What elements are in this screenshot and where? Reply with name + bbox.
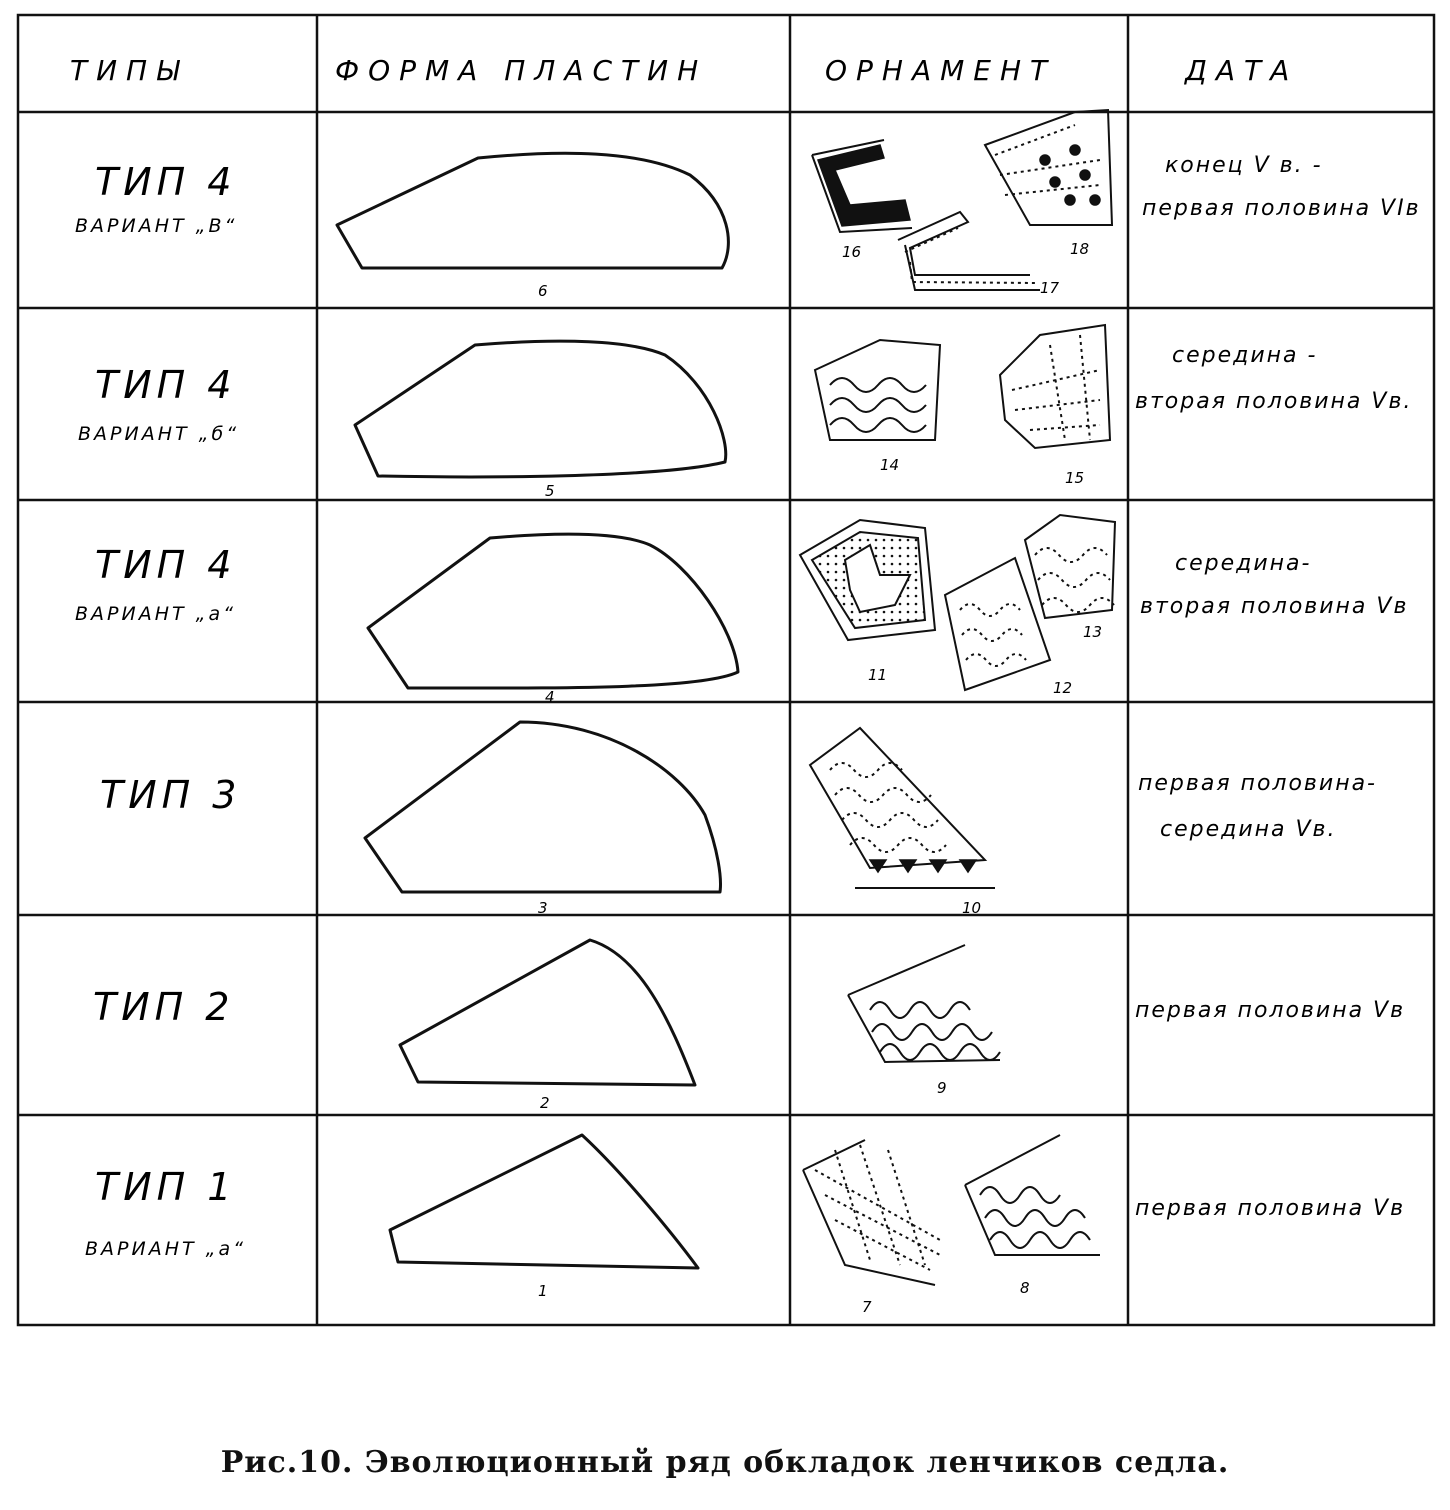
- date-line: конец V в. -: [1165, 153, 1323, 178]
- variant-label: ВАРИАНТ „В“: [75, 215, 238, 237]
- plate-shape-1: [390, 1135, 698, 1268]
- type-label: ТИП 3: [100, 773, 242, 817]
- plate-number: 2: [540, 1094, 550, 1112]
- ornament-number: 13: [1083, 623, 1103, 641]
- row-type1-variant-a: [85, 1135, 1405, 1316]
- plate-number: 1: [538, 1282, 548, 1300]
- type-label: ТИП 4: [95, 543, 237, 587]
- row-type4-variant-a: [75, 515, 1408, 706]
- ornament-15: [1000, 325, 1110, 448]
- ornament-10: [810, 728, 995, 888]
- ornament-9: [848, 945, 1000, 1062]
- ornament-18: [985, 110, 1112, 225]
- ornament-17: [898, 212, 1040, 290]
- ornament-number: 7: [862, 1298, 872, 1316]
- plate-number: 5: [545, 482, 555, 500]
- row-type2: [93, 940, 1405, 1112]
- ornament-number: 16: [842, 243, 862, 261]
- figure-caption: Рис.10. Эволюционный ряд обкладок ленчиков седла.: [220, 1445, 1230, 1480]
- plate-shape-2: [400, 940, 695, 1085]
- type-label: ТИП 1: [95, 1165, 237, 1209]
- ornament-number: 9: [937, 1079, 947, 1097]
- ornament-number: 11: [868, 666, 888, 684]
- plate-number: 6: [538, 282, 548, 300]
- date-line: вторая половина Vв: [1140, 594, 1409, 619]
- plate-shape-6: [337, 153, 728, 268]
- ornament-number: 15: [1065, 469, 1085, 487]
- plate-shape-3: [365, 722, 720, 892]
- type-label: ТИП 2: [93, 985, 235, 1029]
- ornament-8: [965, 1135, 1100, 1255]
- type-label: ТИП 4: [95, 160, 237, 204]
- variant-label: ВАРИАНТ „а“: [75, 603, 236, 625]
- ornament-7: [803, 1140, 940, 1285]
- ornament-11: [800, 520, 935, 640]
- variant-label: ВАРИАНТ „б“: [78, 423, 240, 445]
- ornament-16: [812, 140, 912, 232]
- plate-shape-5: [355, 341, 726, 477]
- row-type4-variant-v: [75, 110, 1421, 300]
- date-line: середина-: [1175, 551, 1312, 576]
- header-ornament: ОРНАМЕНТ: [825, 54, 1057, 87]
- header-date: ДАТА: [1185, 54, 1299, 87]
- ornament-number: 17: [1040, 279, 1060, 297]
- ornament-number: 14: [880, 456, 900, 474]
- date-line: середина -: [1172, 343, 1318, 368]
- ornament-13: [1025, 515, 1115, 618]
- plate-shape-4: [368, 534, 738, 688]
- ornament-number: 12: [1053, 679, 1073, 697]
- date-line: первая половина VIв: [1142, 196, 1421, 221]
- ornament-number: 10: [962, 899, 982, 917]
- date-line: вторая половина Vв.: [1135, 389, 1413, 414]
- ornament-14: [815, 340, 940, 440]
- plate-number: 3: [538, 899, 548, 917]
- row-type4-variant-b: [78, 325, 1412, 500]
- ornament-number: 8: [1020, 1279, 1030, 1297]
- variant-label: ВАРИАНТ „а“: [85, 1238, 246, 1260]
- row-type3: [100, 722, 1377, 917]
- plate-number: 4: [545, 688, 555, 706]
- header-types: ТИПЫ: [70, 54, 189, 87]
- ornament-number: 18: [1070, 240, 1090, 258]
- date-line: середина Vв.: [1160, 817, 1337, 842]
- date-line: первая половина-: [1138, 771, 1377, 796]
- date-line: первая половина Vв: [1135, 998, 1406, 1023]
- type-label: ТИП 4: [95, 363, 237, 407]
- date-line: первая половина Vв: [1135, 1196, 1406, 1221]
- header-shape: ФОРМА ПЛАСТИН: [335, 54, 708, 87]
